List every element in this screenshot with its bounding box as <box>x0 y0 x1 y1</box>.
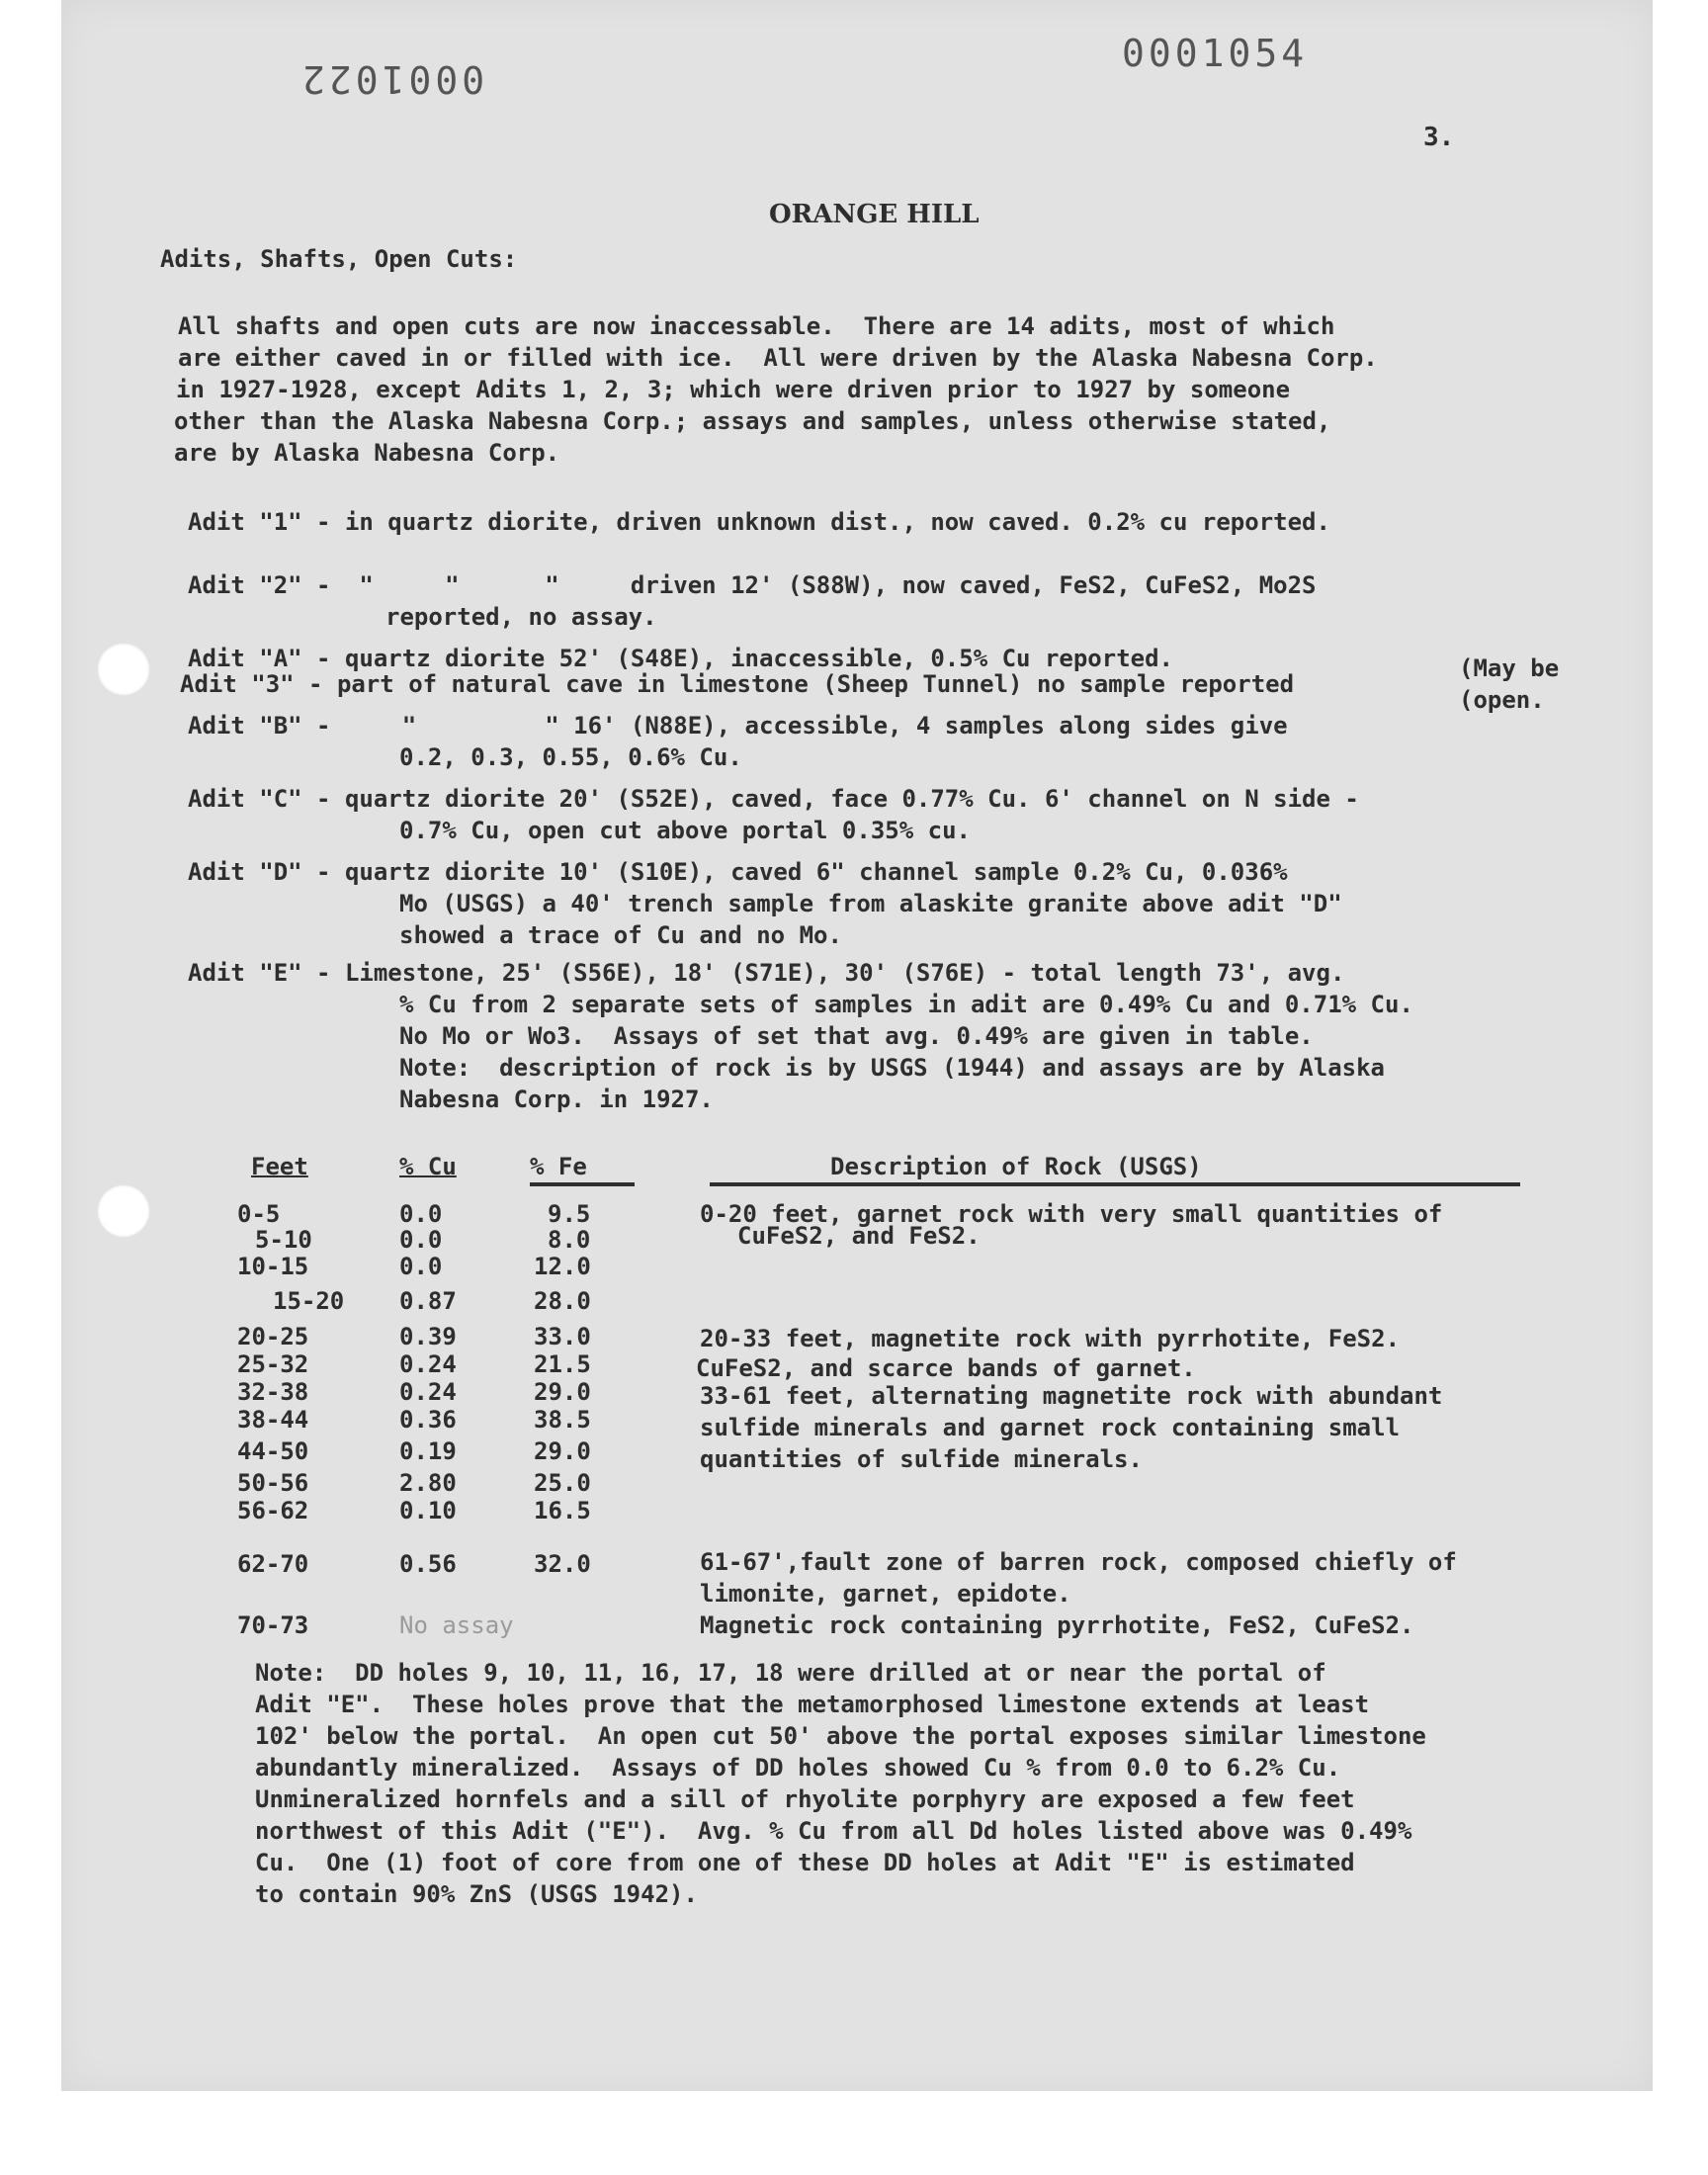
adit-d-entry-cont: showed a trace of Cu and no Mo. <box>399 921 842 949</box>
rock-description: sulfide minerals and garnet rock containing small <box>700 1414 1401 1441</box>
table-cell-feet: 0-5 <box>237 1200 281 1228</box>
table-cell-feet: 70-73 <box>237 1611 309 1639</box>
adit-3-note: (May be <box>1459 654 1560 682</box>
table-cell-cu: 0.0 <box>399 1253 443 1280</box>
rock-description: CuFeS2, and FeS2. <box>737 1222 981 1250</box>
adit-e-entry-cont: Nabesna Corp. in 1927. <box>399 1086 714 1113</box>
column-header-description: Description of Rock (USGS) <box>830 1153 1202 1180</box>
adit-e-entry: Adit "E" - Limestone, 25' (S56E), 18' (S71E), 30' (S76E) - total length 73', avg. <box>188 959 1345 987</box>
punch-hole <box>97 1184 150 1238</box>
table-cell-fe: 38.5 <box>534 1406 591 1434</box>
table-cell-feet: 50-56 <box>237 1469 309 1497</box>
column-header-cu: % Cu <box>399 1153 457 1180</box>
adit-e-entry-cont: No Mo or Wo3. Assays of set that avg. 0.49% are given in table. <box>399 1022 1314 1050</box>
adit-d-entry: Adit "D" - quartz diorite 10' (S10E), caved 6" channel sample 0.2% Cu, 0.036% <box>188 858 1288 886</box>
note-line: abundantly mineralized. Assays of DD holes showed Cu % from 0.0 to 6.2% Cu. <box>255 1754 1341 1782</box>
table-cell-cu: 0.0 <box>399 1226 443 1254</box>
rock-description: 33-61 feet, alternating magnetite rock with abundant <box>700 1382 1443 1410</box>
note-line: to contain 90% ZnS (USGS 1942). <box>255 1880 698 1908</box>
table-cell-cu: 0.19 <box>399 1437 457 1465</box>
table-cell-fe: 21.5 <box>534 1350 591 1378</box>
rock-description: 61-67',fault zone of barren rock, composed chiefly of <box>700 1548 1457 1576</box>
table-cell-feet: 15-20 <box>273 1287 345 1315</box>
table-cell-fe: 16.5 <box>534 1497 591 1524</box>
table-cell-fe: 8.0 <box>548 1226 591 1254</box>
table-cell-cu: 0.10 <box>399 1497 457 1524</box>
page-title: ORANGE HILL <box>769 200 980 229</box>
adit-d-entry-cont: Mo (USGS) a 40' trench sample from alaskite granite above adit "D" <box>399 890 1342 917</box>
note-line: Note: DD holes 9, 10, 11, 16, 17, 18 were drilled at or near the portal of <box>255 1659 1326 1687</box>
table-cell-cu: 2.80 <box>399 1469 457 1497</box>
description-header-rule <box>710 1182 1520 1186</box>
note-line: northwest of this Adit ("E"). Avg. % Cu from all Dd holes listed above was 0.49% <box>255 1817 1412 1845</box>
rock-description: Magnetic rock containing pyrrhotite, FeS2, CuFeS2. <box>700 1611 1414 1639</box>
punch-hole <box>97 643 150 696</box>
adit-3-entry: Adit "3" - part of natural cave in limestone (Sheep Tunnel) no sample reported <box>180 670 1295 698</box>
rock-description: CuFeS2, and scarce bands of garnet. <box>696 1354 1196 1382</box>
table-cell-cu: 0.87 <box>399 1287 457 1315</box>
table-cell-feet: 25-32 <box>237 1350 309 1378</box>
table-cell-cu: 0.24 <box>399 1378 457 1406</box>
intro-line: are by Alaska Nabesna Corp. <box>174 439 560 467</box>
note-line: 102' below the portal. An open cut 50' above the portal exposes similar limestone <box>255 1722 1426 1750</box>
table-cell-cu: No assay <box>399 1611 514 1639</box>
rock-description: 20-33 feet, magnetite rock with pyrrhotite, FeS2. <box>700 1325 1401 1352</box>
document-id-stamp-inverted: 0001022 <box>299 57 485 101</box>
note-line: Cu. One (1) foot of core from one of these DD holes at Adit "E" is estimated <box>255 1849 1355 1876</box>
adit-1-entry: Adit "1" - in quartz diorite, driven unknown dist., now caved. 0.2% cu reported. <box>188 508 1330 536</box>
table-cell-feet: 38-44 <box>237 1406 309 1434</box>
table-cell-cu: 0.36 <box>399 1406 457 1434</box>
intro-line: in 1927-1928, except Adits 1, 2, 3; which were driven prior to 1927 by someone <box>176 376 1291 403</box>
table-cell-fe: 12.0 <box>534 1253 591 1280</box>
table-cell-feet: 44-50 <box>237 1437 309 1465</box>
document-id-stamp: 0001054 <box>1122 32 1309 75</box>
note-line: Adit "E". These holes prove that the metamorphosed limestone extends at least <box>255 1691 1370 1718</box>
intro-line: are either caved in or filled with ice. All were driven by the Alaska Nabesna Corp. <box>178 344 1378 372</box>
adit-c-entry: Adit "C" - quartz diorite 20' (S52E), caved, face 0.77% Cu. 6' channel on N side - <box>188 785 1359 813</box>
table-cell-feet: 10-15 <box>237 1253 309 1280</box>
column-header-fe: % Fe <box>530 1153 587 1180</box>
page-number: 3. <box>1423 123 1455 152</box>
rock-description: 0-20 feet, garnet rock with very small quantities of <box>700 1200 1443 1228</box>
table-cell-cu: 0.56 <box>399 1550 457 1578</box>
table-cell-fe: 29.0 <box>534 1378 591 1406</box>
table-cell-feet: 56-62 <box>237 1497 309 1524</box>
table-cell-cu: 0.24 <box>399 1350 457 1378</box>
adit-e-entry-cont: Note: description of rock is by USGS (1944) and assays are by Alaska <box>399 1054 1385 1082</box>
table-cell-fe: 32.0 <box>534 1550 591 1578</box>
table-cell-cu: 0.39 <box>399 1323 457 1350</box>
note-line: Unmineralized hornfels and a sill of rhyolite porphyry are exposed a few feet <box>255 1785 1355 1813</box>
table-cell-feet: 62-70 <box>237 1550 309 1578</box>
intro-line: other than the Alaska Nabesna Corp.; assays and samples, unless otherwise stated, <box>174 407 1331 435</box>
rock-description: limonite, garnet, epidote. <box>700 1580 1071 1608</box>
table-cell-fe: 9.5 <box>548 1200 591 1228</box>
table-cell-fe: 25.0 <box>534 1469 591 1497</box>
table-cell-fe: 29.0 <box>534 1437 591 1465</box>
table-cell-feet: 32-38 <box>237 1378 309 1406</box>
adit-b-entry: Adit "B" - " " 16' (N88E), accessible, 4 samples along sides give <box>188 712 1288 740</box>
column-header-feet: Feet <box>251 1153 308 1180</box>
adit-b-entry-cont: 0.2, 0.3, 0.55, 0.6% Cu. <box>399 743 742 771</box>
adit-a-entry: Adit "A" - quartz diorite 52' (S48E), inaccessible, 0.5% Cu reported. <box>188 645 1173 672</box>
adit-2-entry: Adit "2" - " " " driven 12' (S88W), now caved, FeS2, CuFeS2, Mo2S <box>188 571 1317 599</box>
adit-2-entry-cont: reported, no assay. <box>385 603 657 631</box>
adit-c-entry-cont: 0.7% Cu, open cut above portal 0.35% cu. <box>399 817 971 844</box>
adit-e-entry-cont: % Cu from 2 separate sets of samples in adit are 0.49% Cu and 0.71% Cu. <box>399 991 1413 1018</box>
table-cell-feet: 5-10 <box>255 1226 312 1254</box>
table-cell-feet: 20-25 <box>237 1323 309 1350</box>
rock-description: quantities of sulfide minerals. <box>700 1445 1143 1473</box>
table-cell-fe: 33.0 <box>534 1323 591 1350</box>
table-cell-cu: 0.0 <box>399 1200 443 1228</box>
table-cell-fe: 28.0 <box>534 1287 591 1315</box>
intro-line: All shafts and open cuts are now inaccessable. There are 14 adits, most of which <box>178 312 1335 340</box>
fe-header-rule <box>530 1182 635 1186</box>
adit-3-note: (open. <box>1459 686 1545 714</box>
section-heading: Adits, Shafts, Open Cuts: <box>160 245 518 273</box>
